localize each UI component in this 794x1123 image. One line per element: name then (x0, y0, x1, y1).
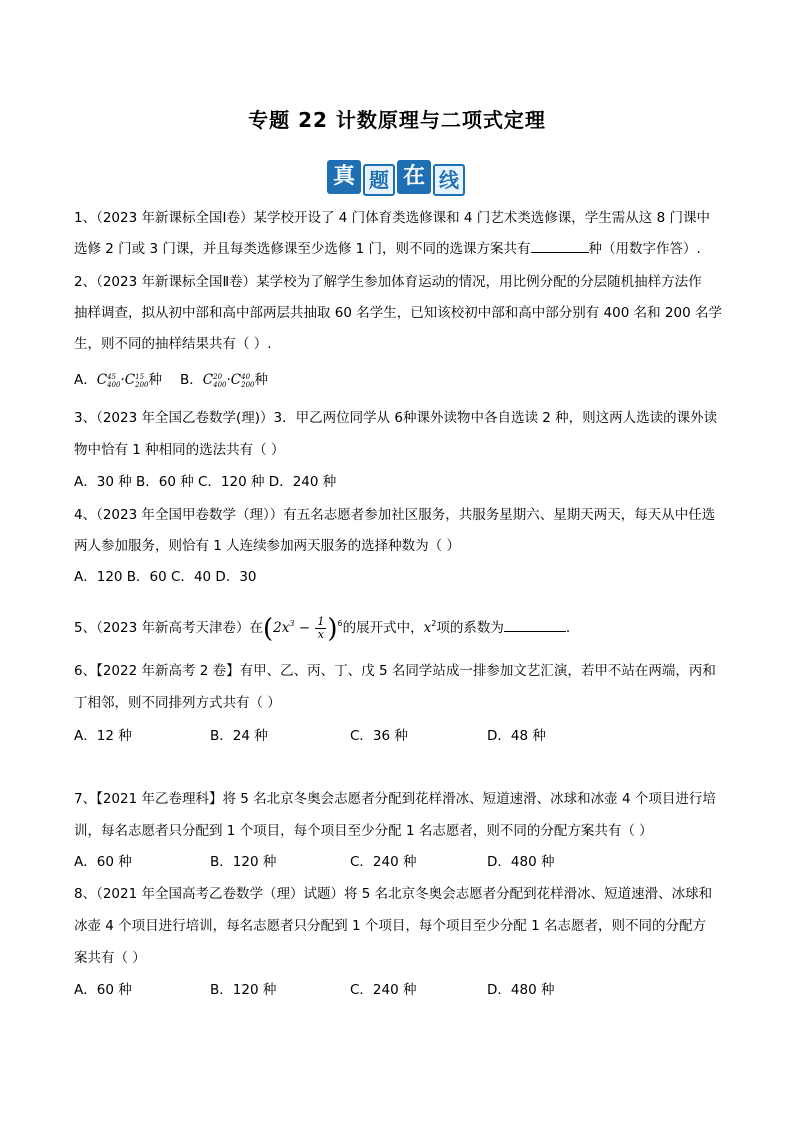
q5-line: 5、（2023 年新高考天津卷）在($2x^3$ − $\frac{1}{x}$ )$^6$的展开式中，$x^2$项的系数为 . (74, 614, 571, 644)
q3-line-2: 物中恰有 1 种相同的选法共有（ ） (74, 442, 285, 458)
q7-option-b: B．120 种 (210, 854, 277, 870)
q8-option-d: D．480 种 (487, 982, 555, 998)
q4-line-1: 4、（2023 年全国甲卷数学（理））有五名志愿者参加社区服务，共服务星期六、星期天两天，每天从中任选 (74, 507, 716, 523)
q6-option-b: B．24 种 (210, 728, 268, 744)
q5-prefix: 5、（2023 年新高考天津卷）在 (74, 620, 263, 636)
badge-char-3: 在 (397, 160, 431, 194)
q3-options: A．30 种 B．60 种 C．120 种 D．240 种 (74, 474, 337, 490)
q5-expr: $2x^3$ − $\frac{1}{x}$ (273, 615, 325, 641)
q2-line-3: 生，则不同的抽样结果共有（ ）. (74, 336, 272, 352)
q2-option-b-label: B． (180, 372, 203, 388)
q2-option-a: A．C 45 400 ·C 15 200 种 (74, 372, 162, 389)
q6-option-a: A．12 种 (74, 728, 132, 744)
q7-line-1: 7、【2021 年乙卷理科】将 5 名北京冬奥会志愿者分配到花样滑冰、短道速滑、冰球和冰壶 4 个项目进行培 (74, 791, 716, 807)
q6-line-2: 丁相邻，则不同排列方式共有（ ） (74, 695, 281, 711)
q5-mid: 的展开式中， (342, 620, 424, 636)
q6-line-1: 6、【2022 年新高考 2 卷】有甲、乙、丙、丁、戊 5 名同学站成一排参加文艺汇演，若甲不站在两端，丙和 (74, 663, 716, 679)
q8-line-3: 案共有（ ） (74, 950, 146, 966)
q2-option-b-expr: C 20 400 ·C 40 200 (202, 372, 255, 389)
q7-option-a: A．60 种 (74, 854, 132, 870)
badge-char-1: 真 (327, 160, 361, 194)
q5-term: x (423, 620, 432, 636)
q6-option-d: D．48 种 (487, 728, 546, 744)
q7-option-c: C．240 种 (350, 854, 417, 870)
q2-option-a-label: A． (74, 372, 97, 388)
q1-line-2 (74, 238, 701, 259)
q3-line-1: 3、（2023 年全国乙卷数学(理)）3．甲乙两位同学从 6种课外读物中各自选读 2 种，则这两人选读的课外读 (74, 410, 718, 426)
q7-line-2: 训，每名志愿者只分配到 1 个项目，每个项目至少分配 1 名志愿者，则不同的分配方案共有（ ） (74, 823, 653, 839)
q7-option-d: D．480 种 (487, 854, 555, 870)
badge-char-4: 线 (433, 164, 465, 196)
q1-line-1: 1、（2023 年新课标全国Ⅰ卷）某学校开设了 4 门体育类选修课和 4 门艺术类选修课，学生需从这 8 门课中 (74, 210, 710, 226)
q8-option-a: A．60 种 (74, 982, 132, 998)
q8-option-b: B．120 种 (210, 982, 277, 998)
q1-line-2b: 种（用数字作答）. (588, 241, 701, 257)
q8-option-c: C．240 种 (350, 982, 417, 998)
q4-line-2: 两人参加服务，则恰有 1 人连续参加两天服务的选择种数为（ ） (74, 538, 460, 554)
q2-option-a-expr: C 45 400 ·C 15 200 (96, 372, 149, 389)
q2-option-b: B．C 20 400 ·C 40 200 种 (180, 372, 268, 389)
page-title: 专题 22 计数原理与二项式定理 (248, 108, 546, 132)
q2-line-1: 2、（2023 年新课标全国Ⅱ卷）某学校为了解学生参加体育运动的情况，用比例分配的分层随机抽样方法作 (74, 274, 702, 290)
q1-line-2a: 选修 2 门或 3 门课，并且每类选修课至少选修 1 门，则不同的选课方案共有 (74, 241, 531, 257)
section-badge (327, 158, 467, 196)
badge-char-2: 题 (363, 164, 395, 196)
q6-option-c: C．36 种 (350, 728, 408, 744)
q8-line-1: 8、（2021 年全国高考乙卷数学（理）试题）将 5 名北京冬奥会志愿者分配到花样滑冰、短道速滑、冰球和 (74, 886, 713, 902)
q2-line-2: 抽样调查，拟从初中部和高中部两层共抽取 60 名学生，已知该校初中部和高中部分别有 400 名和 200 名学 (74, 305, 722, 321)
q5-answer-blank[interactable] (504, 617, 566, 632)
q5-power: 6 (337, 619, 343, 628)
q1-answer-blank[interactable] (531, 238, 589, 253)
q4-options: A．120 B．60 C．40 D．30 (74, 569, 257, 585)
q8-line-2: 冰壶 4 个项目进行培训，每名志愿者只分配到 1 个项目，每个项目至少分配 1 名志愿者，则不同的分配方 (74, 918, 707, 934)
